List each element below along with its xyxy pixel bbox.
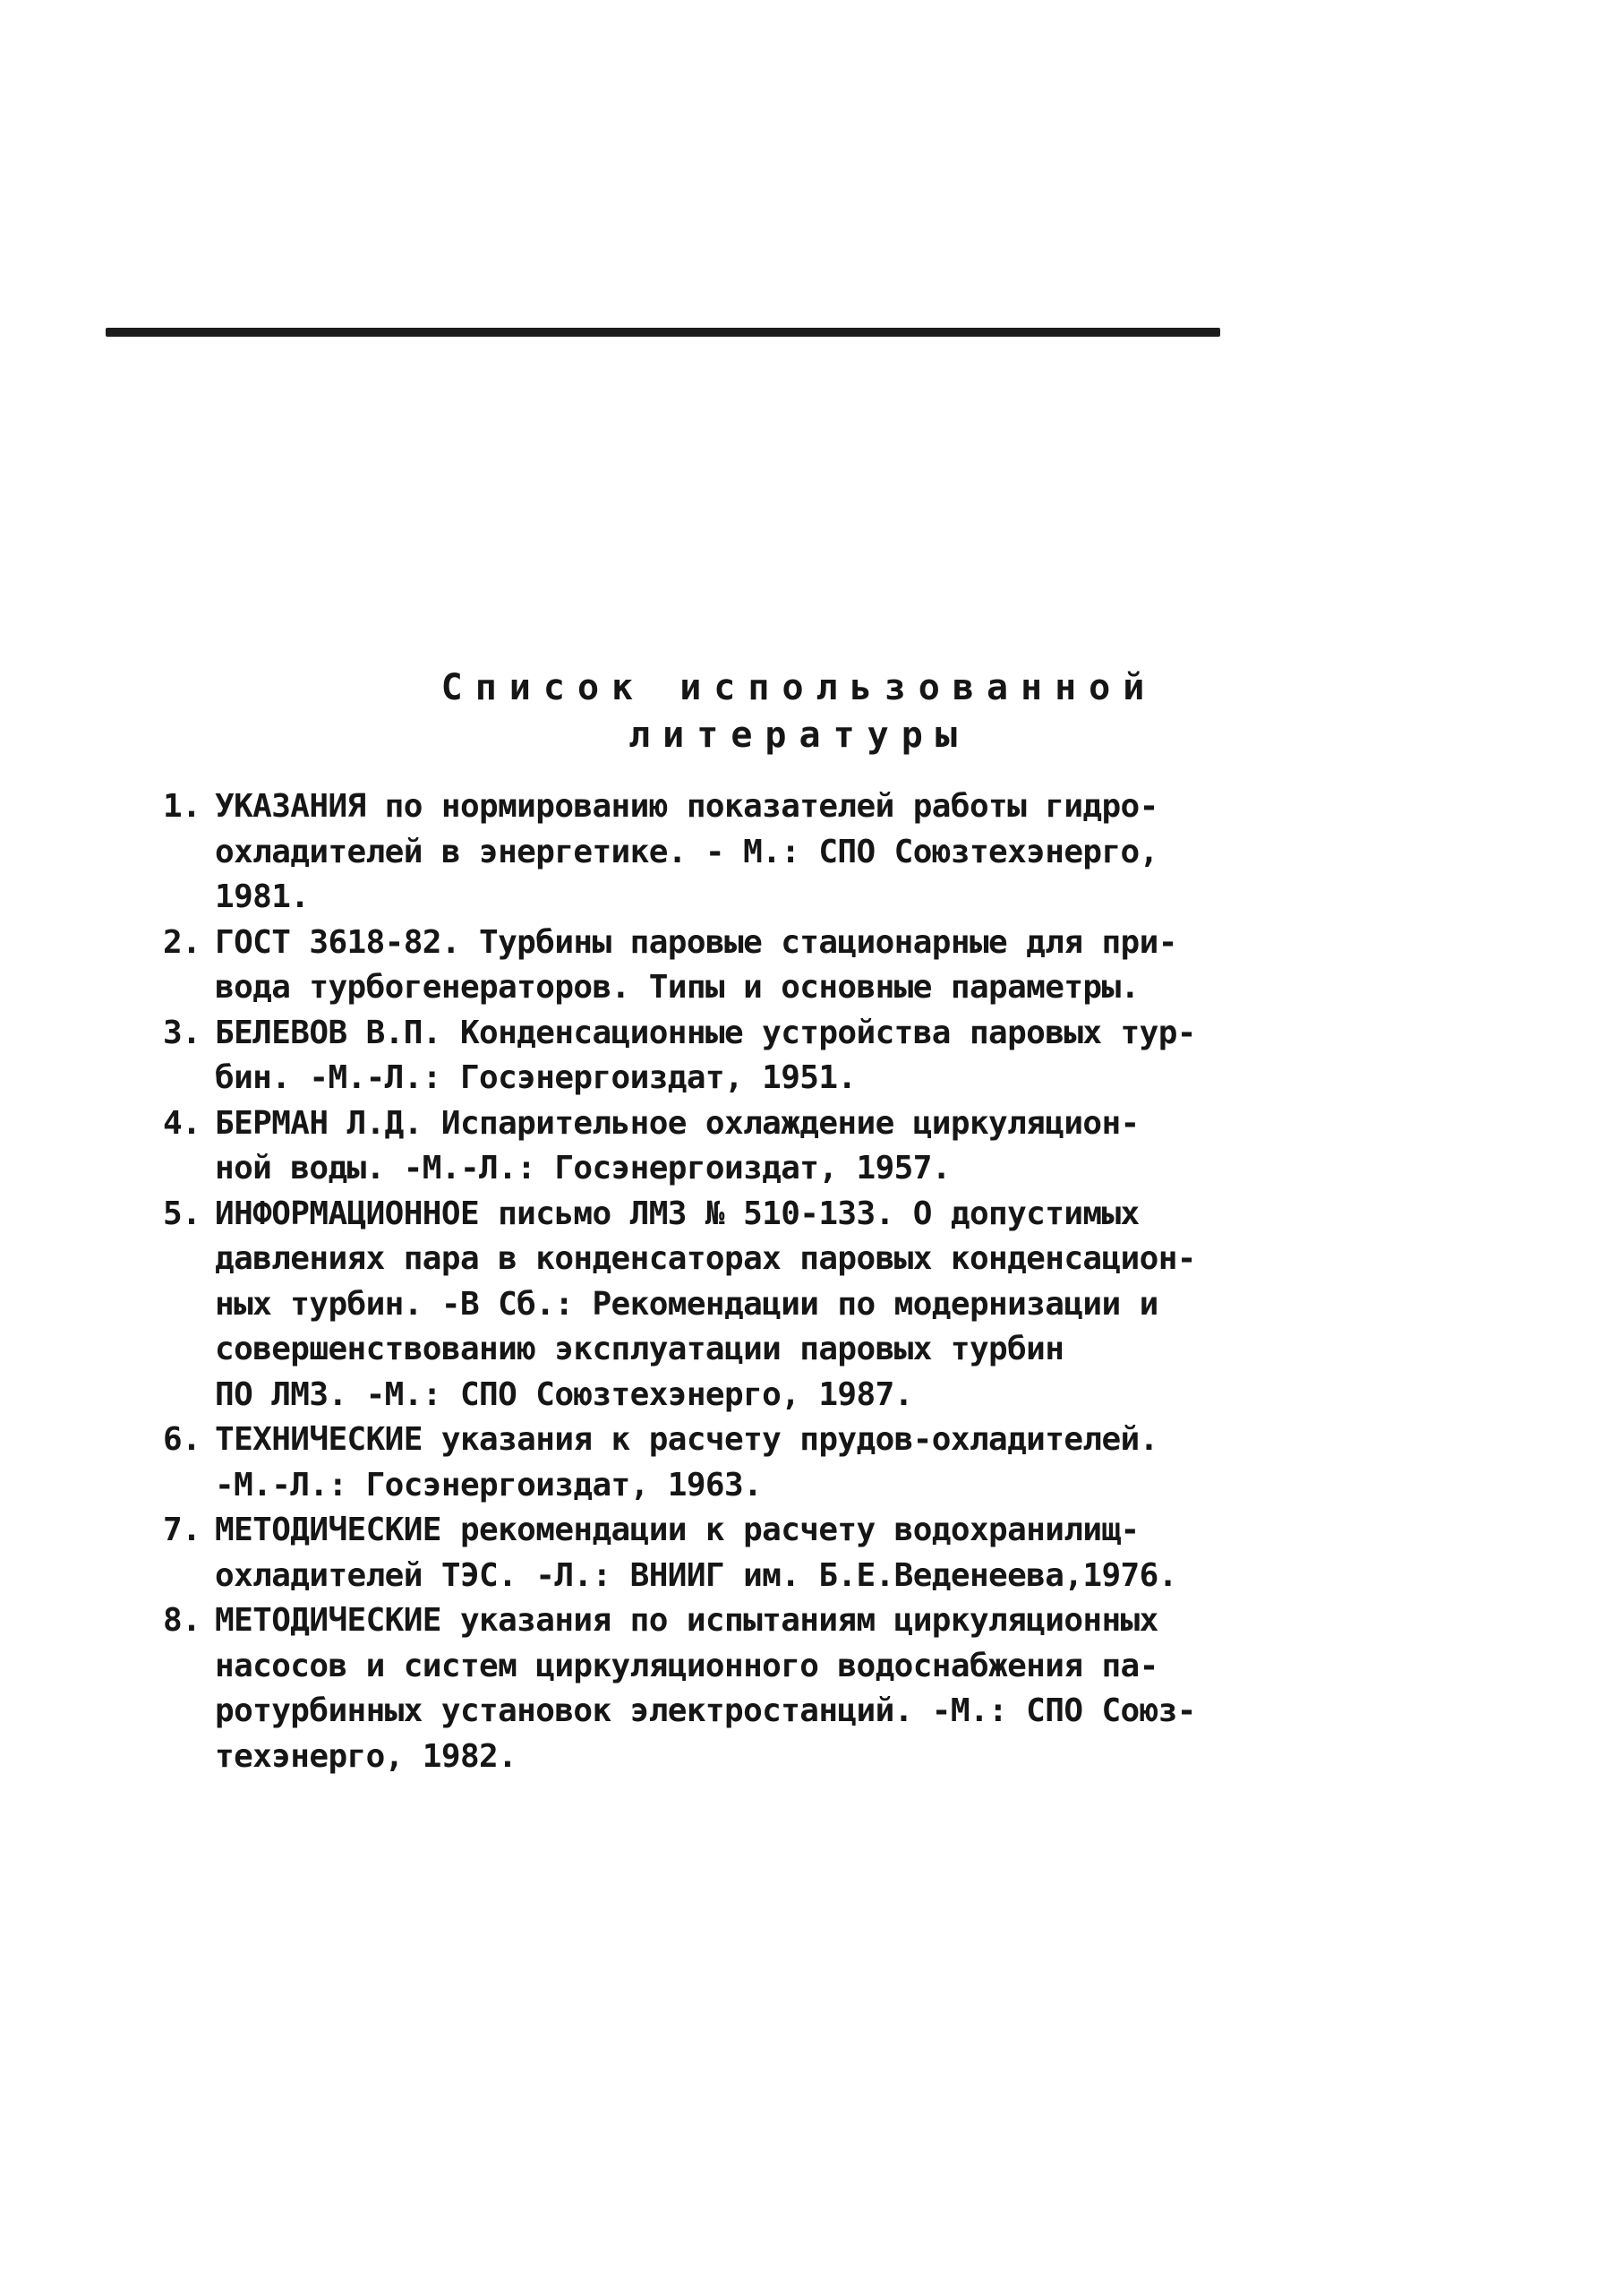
reference-line: МЕТОДИЧЕСКИЕ рекомендации к расчету водохранилищ- (215, 1512, 1140, 1548)
reference-number: 7. (163, 1512, 201, 1548)
reference-line: УКАЗАНИЯ по нормированию показателей работы гидро- (215, 788, 1158, 825)
reference-number: 8. (163, 1602, 201, 1639)
reference-item-7 (163, 1508, 1192, 1598)
references-list (163, 784, 1196, 1779)
reference-item-6 (163, 1418, 1192, 1508)
reference-line: насосов и систем циркуляционного водоснабжения па- (215, 1647, 1158, 1684)
reference-number: 2. (163, 923, 201, 961)
reference-item-2 (163, 921, 1192, 1011)
reference-text (215, 784, 1192, 921)
reference-number: 4. (163, 1104, 201, 1142)
reference-line: БЕРМАН Л.Д. Испарительное охлаждение циркуляцион- (215, 1104, 1140, 1142)
reference-line: давлениях пара в конденсаторах паровых конденсацион- (215, 1240, 1196, 1277)
top-horizontal-rule (106, 328, 1220, 337)
reference-line: вода турбогенераторов. Типы и основные параметры. (215, 969, 1140, 1006)
reference-line: совершенствованию эксплуатации паровых турбин (215, 1331, 1064, 1367)
reference-text (215, 1011, 1196, 1101)
reference-text (215, 1508, 1192, 1598)
reference-item-3 (163, 1011, 1196, 1101)
references-title-line-1: Список использованной (440, 667, 1158, 708)
reference-number: 1. (163, 788, 201, 825)
reference-number: 3. (163, 1014, 201, 1051)
reference-line: охладителей ТЭС. -Л.: ВНИИГ им. Б.Е.Веденеева,1976. (215, 1556, 1177, 1594)
reference-number: 5. (163, 1195, 201, 1232)
references-title-line-2: литературы (628, 715, 970, 756)
reference-line: ПО ЛМЗ. -М.: СПО Союзтехэнерго, 1987. (215, 1375, 913, 1413)
reference-text (215, 1192, 1196, 1418)
reference-text (215, 1101, 1192, 1192)
reference-line: ной воды. -М.-Л.: Госэнергоиздат, 1957. (215, 1150, 951, 1187)
reference-line: охладителей в энергетике. - М.: СПО Союзтехэнерго, (215, 833, 1158, 870)
reference-line: -М.-Л.: Госэнергоиздат, 1963. (215, 1466, 763, 1504)
reference-line: бин. -М.-Л.: Госэнергоиздат, 1951. (215, 1059, 857, 1096)
reference-text (215, 921, 1192, 1011)
reference-line: 1981. (215, 878, 310, 915)
reference-line: БЕЛЕВОВ В.П. Конденсационные устройства паровых тур- (215, 1014, 1196, 1051)
reference-line: ТЕХНИЧЕСКИЕ указания к расчету прудов-охладителей. (215, 1421, 1158, 1458)
reference-item-8 (163, 1598, 1196, 1779)
reference-text (215, 1418, 1192, 1508)
reference-number: 6. (163, 1421, 201, 1458)
reference-item-5 (163, 1192, 1196, 1418)
reference-line: техэнерго, 1982. (215, 1737, 517, 1775)
reference-line: ГОСТ 3618-82. Турбины паровые стационарные для при- (215, 923, 1177, 961)
reference-line: ротурбинных установок электростанций. -М.: СПО Союз- (215, 1692, 1196, 1729)
reference-line: ИНФОРМАЦИОННОЕ письмо ЛМЗ № 510-133. О допустимых (215, 1195, 1140, 1232)
reference-line: ных турбин. -В Сб.: Рекомендации по модернизации и (215, 1285, 1158, 1323)
reference-line: МЕТОДИЧЕСКИЕ указания по испытаниям циркуляционных (215, 1602, 1158, 1639)
reference-item-1 (163, 784, 1192, 921)
reference-text (215, 1598, 1196, 1779)
reference-item-4 (163, 1101, 1192, 1192)
